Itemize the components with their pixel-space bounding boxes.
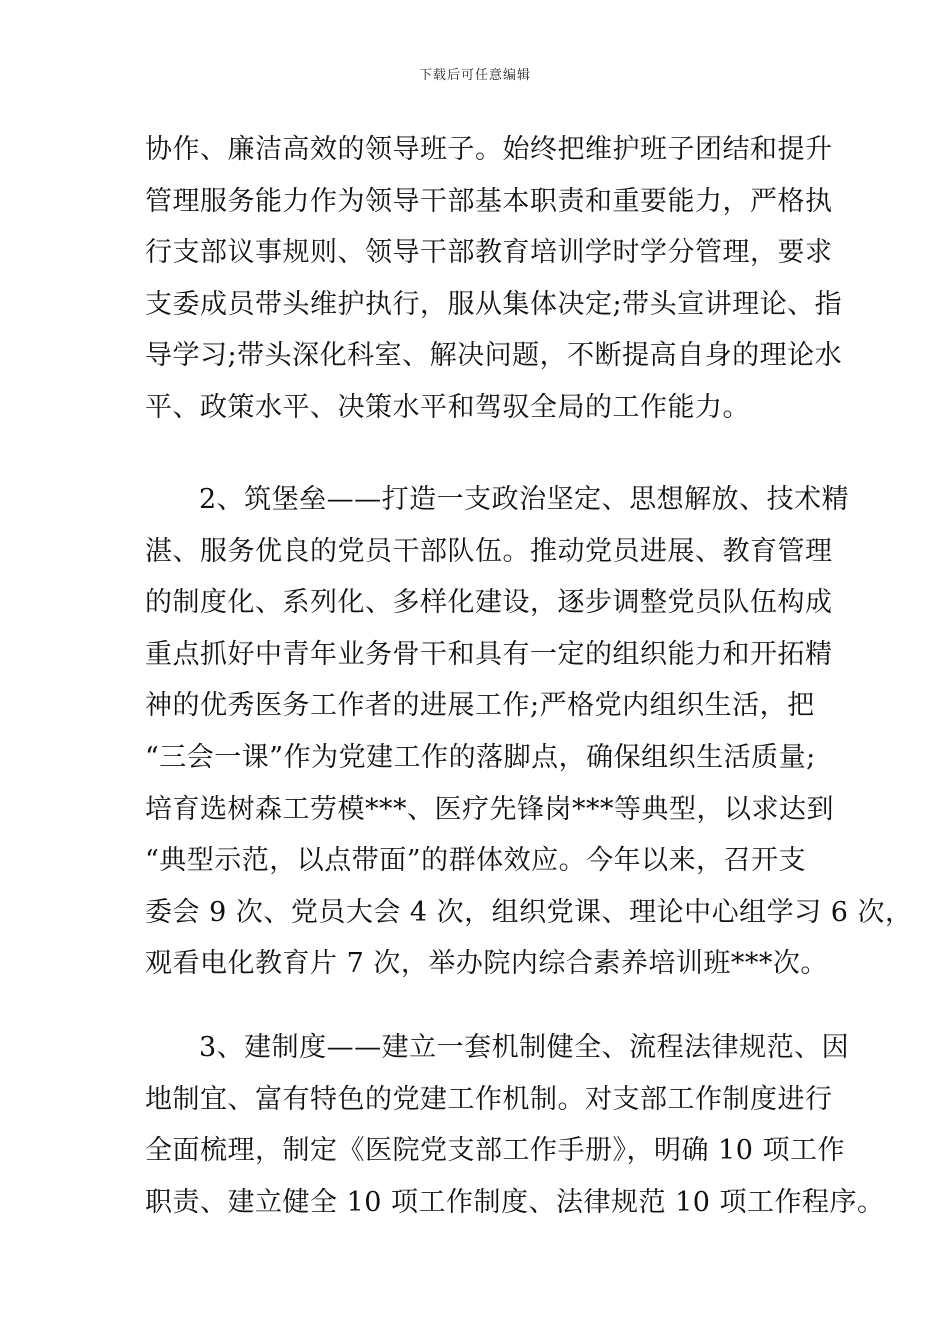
paragraph-1 [145,124,843,434]
text-line: 地制宜、富有特色的党建工作机制。对支部工作制度进行 [145,1083,833,1115]
text-line: 全面梳理，制定《医院党支部工作手册》，明确 10 项工作 [145,1135,846,1167]
paragraph-2 [145,474,913,990]
text-line: 重点抓好中青年业务骨干和具有一定的组织能力和开拓精 [145,638,833,670]
text-line: 职责、建立健全 10 项工作制度、法律规范 10 项工作程序。 [145,1186,885,1218]
text-line: “三会一课”作为党建工作的落脚点，确保组织生活质量; [145,741,816,773]
page-header: 下载后可任意编辑 [418,68,531,83]
text-line: 3、建制度——建立一套机制健全、流程法律规范、因 [199,1032,850,1063]
text-line: “典型示范，以点带面”的群体效应。今年以来，召开支 [145,845,807,877]
text-line: 协作、廉洁高效的领导班子。始终把维护班子团结和提升 [145,134,833,165]
text-line: 行支部议事规则、领导干部教育培训学时学分管理，要求 [145,237,833,269]
text-line: 平、政策水平、决策水平和驾驭全局的工作能力。 [145,391,750,423]
text-line: 委会 9 次、党员大会 4 次，组织党课、理论中心组学习 6 次， [145,896,913,928]
text-line: 管理服务能力作为领导干部基本职责和重要能力，严格执 [145,185,833,217]
text-line: 湛、服务优良的党员干部队伍。推动党员进展、教育管理 [145,535,833,567]
text-line: 2、筑堡垒——打造一支政治坚定、思想解放、技术精 [199,484,850,515]
text-line: 神的优秀医务工作者的进展工作;严格党内组织生活，把 [145,690,815,722]
paragraph-3 [145,1022,885,1228]
text-line: 培育选树森工劳模***、医疗先锋岗***等典型，以求达到 [145,793,834,825]
text-line: 观看电化教育片 7 次，举办院内综合素养培训班***次。 [145,948,828,980]
text-line: 导学习;带头深化科室、解决问题，不断提高自身的理论水 [145,340,843,372]
text-line: 的制度化、系列化、多样化建设，逐步调整党员队伍构成 [145,587,833,619]
text-line: 支委成员带头维护执行，服从集体决定;带头宣讲理论、指 [145,288,843,320]
